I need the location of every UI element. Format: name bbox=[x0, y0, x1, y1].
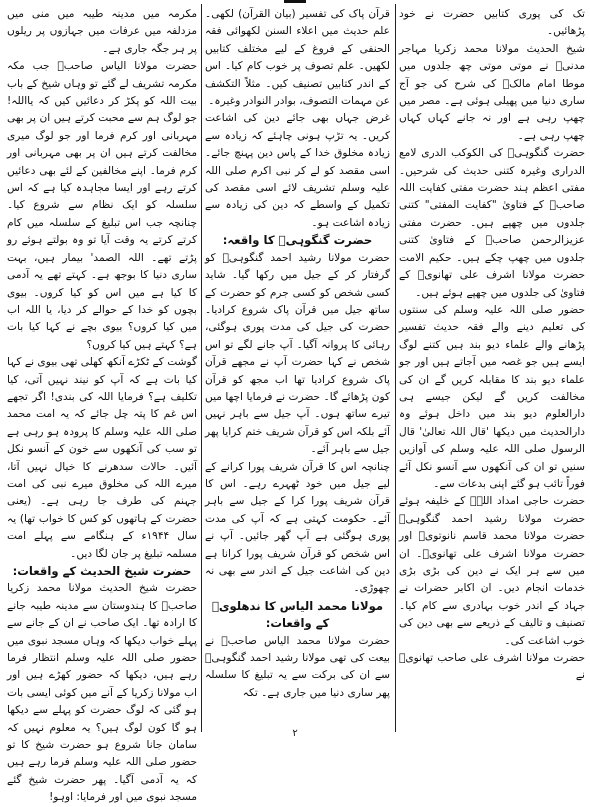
column-divider bbox=[395, 4, 396, 732]
paragraph: حضرت گنگوہیؒ کی الکوکب الدری لامع الدراری وغیرہ کتنی حدیث کی شرحیں۔ مفتی اعظم ہند حضرت مفتی کفایت اللہ صاحبؒ کے فتاویٰ "کفایت المفتی" کتنی جلدوں میں چھپے ہیں۔ حضرت مفتی عزیزالرحمن صاحبؒ کے فتاویٰ کتنی جلدوں میں چھپ چکے ہیں۔ حکیم الامت حضرت مولانا اشرف علی تھانویؒ کے فتاویٰ کی جلدوں میں چھپے ہوئے ہیں۔ bbox=[399, 147, 585, 299]
paragraph: حضرت مولانا الیاس صاحبؒ جب مکہ مکرمہ تشریف لے گئے تو وہاں شیخ کے باب بیت اللہ کو پکڑ کر دعائیں کیں کہ یااللہ! جو لوگ ہم سے محبت کرتے ہیں ان پر بھی مہربانی اور کرم فرما اور جو لوگ میری مخالفت کرتے ہیں ان پر بھی مہربانی اور کرم فرما۔ اپنے مخالفین کے لئے بھی دعائیں کرتے رہے اور ایسا مجاہدہ کیا ہے کہ اس سلسلہ کو ایک نظام سے شروع کیا۔ چنانچہ جب اس تبلیغ کے سلسلہ میں کام کرتے کرتے یہ وقت آیا تو وہ بولتے ہوئے رو پڑتے تھے۔ اللہ الصمد' بیمار ہیں، بہت ساری دنیا کا بوجھ ہے۔ کہتے تھے یہ آدمی کا کیا ہے میں اس کو کیا کروں۔ بیوی بچوں کو خدا کے حوالے کر دیا، یا اللہ اب میں کیا کروں؟ بیوی بچے نے کہا کیا بات ہے؟ کہتے ہیں کیا کروں؟ bbox=[7, 60, 197, 351]
paragraph: حضرت مولانا محمد الیاس صاحبؒ نے بیعت کی تھی مولانا رشید احمد گنگوہیؒ سے ان کی برکت سے یہ تبلیغ کا سلسلہ پھر ساری دنیا میں جاری ہے۔ تکہ bbox=[205, 634, 390, 699]
page-number: ۲ bbox=[292, 728, 298, 739]
paragraph: حضرت شیخ الحدیث مولانا محمد زکریا صاحبؒ کا ہندوستان سے مدینہ طیبہ جانے کا ارادہ تھا۔ ایک صاحب نے ان کے جانے سے پہلے خواب دیکھا کہ وہاں مسجد نبوی میں حضور صلی اللہ علیہ وسلم انتظار فرما رہے ہیں، دیکھا کہ حضور کھڑے ہیں اور اب مولانا زکریا کے آنے میں کوئی ایسی بات ہو گئی کہ لوگ حضرت کو پہلے سے دیکھا ہو گا کون لوگ ہیں؟ یہ معلوم نہیں کہ سامان جانا شروع ہو حضرت شیخ کا تو حضور صلی اللہ علیہ وسلم فرما رہے ہیں کہ یہ آدمی آگیا۔ پھر حضرت شیخ گئے مسجد نبوی میں اور فرمایا: اوہو! bbox=[7, 582, 197, 804]
paragraph: حضرت مولانا رشید احمد گنگوہیؒ کو گرفتار کر کے جیل میں رکھا گیا۔ شاید کسی شخص کو کسی جرم کو حضرت کے ساتھ جیل میں قرآن پاک شروع کرادیا۔ حضرت کی جیل کی مدت پوری ہوگئی، رہائی کا پروانہ آگیا۔ آپ جانے لگے تو اس شخص نے کہا حضرت آپ نے مجھے قرآن پاک شروع کرادیا تھا اب مجھ کو قرآن کون پڑھائے گا۔ حضرت نے فرمایا اچھا میں تیرے ساتھ ہوں۔ آپ جیل سے باہر نہیں آئے بلکہ اس کو قرآن شریف ختم کرایا پھر جیل سے باہر آئے۔ bbox=[205, 251, 390, 456]
paragraph: گوشت کے ٹکڑے آنکھ کھلی تھی بیوی نے کہا کیا بات ہے کہ آپ کو نیند نہیں آتی، کیا تکلیف ہے؟ فرمایا اللہ کی بندی! اگر تجھے اس غم کا پتہ چل جائے کہ یہ امت محمد صلی اللہ علیہ وسلم کا پرودہ ہو رہی ہے تو سب کی آنکھوں سے خون کے آنسو نکل آئیں۔ حالات سدھرنے کا خیال نہیں آتا، میرے اللہ کی مخلوق میرے نبی کی امت جہنم کی طرف جا رہی ہے۔ (یعنی حضرت کے ہاتھوں کو کس کا خواب تھا) یہ سال ۱۹۴۴ء کے ہنگامے سے پہلے امت مسلمہ تبلیغ پر جان لگا دیں۔ bbox=[7, 356, 197, 560]
paragraph: تک کی پوری کتابیں حضرت نے خود پڑھائیں۔ bbox=[399, 8, 585, 38]
column-right bbox=[399, 6, 585, 732]
section-heading: حضرت گنگوہیؒ کا واقعہ: bbox=[222, 233, 373, 248]
column-middle bbox=[205, 6, 390, 732]
paragraph: حضرت مولانا اشرف علی صاحب تھانویؒ نے bbox=[399, 652, 585, 682]
section-heading: مولانا محمد الیاس کا ندھلویؒ کے واقعات: bbox=[211, 598, 384, 631]
paragraph: غرض جہاں بھی جائے دین کی اشاعت کریں۔ یہ تڑپ ہونی چاہئے کہ زیادہ سے زیادہ مخلوق خدا کے پاس دین پہنچ جائے۔ اسی مقصد کو لے کر نبی اکرم صلی اللہ علیہ وسلم تشریف لائے اسی مقصد کی تکمیل کے واسطے کہ دین کی زیادہ سے زیادہ اشاعت ہو۔ bbox=[205, 112, 390, 229]
paragraph: قرآن پاک کی تفسیر (بیان القرآن) لکھی۔ علم حدیث میں اعلاء السنن لکھوائی فقہ الحنفی کے فروغ کے لیے مختلف کتابیں لکھیں۔ علم تصوف پر خوب کام کیا۔ اس کے اندر کتابیں تصنیف کیں۔ مثلاً التکشف عن مہمات التصوف، بوادر النوادر وغیرہ۔ bbox=[205, 8, 390, 108]
top-marker bbox=[284, 0, 306, 3]
paragraph: مکرمہ میں مدینہ طیبہ میں منی میں مزدلفہ میں عرفات میں جہازوں پر ریلوں پر ہر جگہ جاری ہے۔ bbox=[7, 8, 197, 55]
section-heading: حضرت شیخ الحدیث کے واقعات: bbox=[12, 564, 192, 578]
column-left bbox=[7, 6, 197, 804]
column-divider bbox=[201, 4, 202, 732]
paragraph: شیخ الحدیث مولانا محمد زکریا مہاجر مدنیؒ نے موتی موتی چھ جلدوں میں موطا امام مالکؒ کی شرح کی جو آج ساری دنیا میں پھیلی ہوئی ہے۔ مصر میں چھپ رہی ہے اور نہ جانے کہاں کہاں چھپ رہی ہے۔ bbox=[399, 42, 585, 142]
paragraph: حضرت حاجی امداد اللہؒ کے خلیفہ ہوئے حضرت مولانا رشید احمد گنگوہیؒ حضرت مولانا محمد قاسم نانوتویؒ اور حضرت مولانا اشرف علی تھانویؒ۔ ان میں سے ہر ایک نے دین کی بڑی بڑی خدمات انجام دیں۔ ان اکابر حضرات نے جہاد کے اندر خوب بہادری سے کام کیا۔ تصنیف و تالیف کے ذریعے سے بھی دین کی خوب اشاعت کی۔ bbox=[399, 495, 585, 647]
paragraph: حضور صلی اللہ علیہ وسلم کی سنتوں کی تعلیم دینے والے فقہ حدیث تفسیر پڑھانے والے علماء دیو بند ہیں کتنے لوگ ایسے ہیں جو غصہ میں آجاتے ہیں اور جو علماء دیو بند کا مقابلہ کریں گے ان کی مخالفت کریں گے لیکن جیسے ہی دارالعلوم دیو بند میں داخل ہوئے وہ دارالحدیث میں دیکھا 'قال اللہ تعالیٰ' قال الرسول صلی اللہ علیہ وسلم کی آوازیں سنیں تو ان کی آنکھوں سے آنسو نکل آئے فوراً تائب ہو گئے اپنی بدعات سے۔ bbox=[399, 303, 585, 490]
paragraph: چنانچہ اس کا قرآن شریف پورا کرانے کے لیے جیل میں خود ٹھہرے رہے۔ اس کا قرآن شریف پورا کرا کے جیل سے باہر آئے۔ حکومت کہتی ہے کہ آپ کی مدت پوری ہوگئی ہے آپ گھر جائیں۔ آپ نے اس شخص کو قرآن شریف پورا کرانا ہے دین کی اشاعت جیل کے اندر سے بھی نہ چھوڑی۔ bbox=[205, 460, 390, 595]
